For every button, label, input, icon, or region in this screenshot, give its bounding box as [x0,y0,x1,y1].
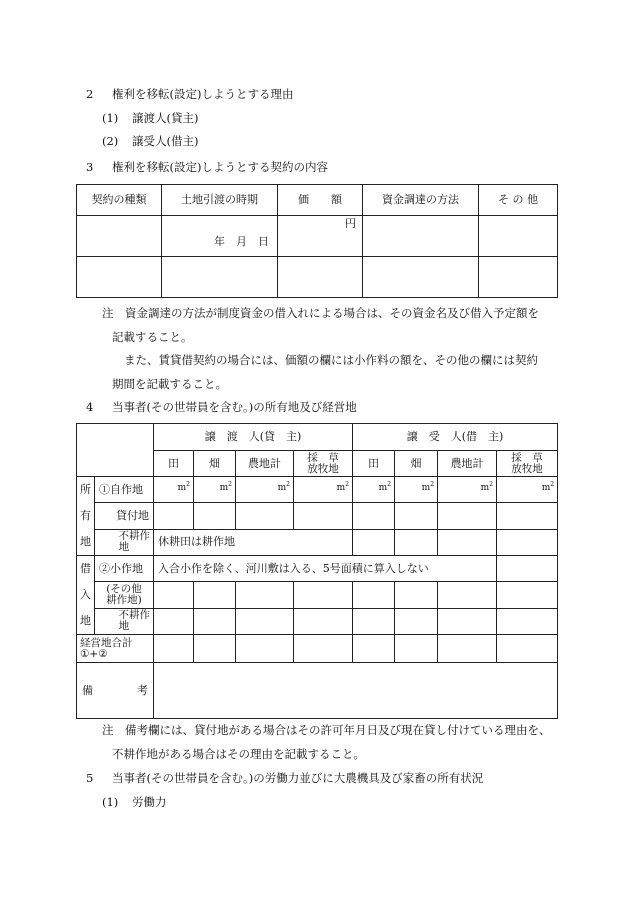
land-cell[interactable] [236,582,294,608]
land-cell[interactable] [438,503,497,529]
land-cell[interactable] [497,608,558,634]
section-3-note-1: 注 資金調達の方法が制度資金の借入れによる場合は、その資金名及び借入予定額を [102,306,539,320]
land-cell[interactable] [236,503,294,529]
section-3-note-2: 記載すること。 [112,330,193,344]
land-cell[interactable] [395,608,438,634]
land-cell[interactable] [497,582,558,608]
land-cell[interactable] [353,635,395,663]
land-cell[interactable] [154,582,194,608]
section-3-note-3: また、賃貸借契約の場合には、価額の欄には小作料の額を、その他の欄には契約 [124,353,538,367]
section-3-title: 3 権利を移転(設定)しようとする契約の内容 [86,160,328,174]
contract-header-handover: 土地引渡の時期 [162,185,278,216]
hdr-field: 畑 [194,451,236,477]
land-cell[interactable] [395,529,438,555]
unit-cell[interactable]: $m^2$ [236,477,294,503]
land-cell[interactable] [395,635,438,663]
row-group-borrowed: 借 入 地 [77,556,95,635]
hdr-field: 畑 [395,451,438,477]
section-5-item-1: (1) 労働力 [102,795,167,809]
hdr-pasture: 採 草 放牧地 [497,451,558,477]
contract-cell[interactable] [278,257,363,298]
row-other-farmed: (その他 耕作地) [95,582,154,608]
row-self-farmed: ①自作地 [95,477,154,503]
contract-cell[interactable] [479,257,558,298]
land-cell[interactable] [294,582,353,608]
land-cell[interactable] [294,635,353,663]
contract-table [76,184,558,298]
section-5-title: 5 当事者(その世帯員を含む。)の労働力並びに大農機具及び家畜の所有状況 [86,771,484,785]
contract-cell[interactable] [162,257,278,298]
land-cell[interactable] [497,529,558,555]
land-cell[interactable] [154,635,194,663]
unit-cell[interactable]: $m^2$ [294,477,353,503]
row-borrowed-fallow: 不耕作 地 [95,608,154,634]
contract-cell[interactable] [77,216,162,257]
land-cell[interactable] [294,608,353,634]
land-cell[interactable] [294,503,353,529]
unit-cell[interactable]: $m^2$ [395,477,438,503]
hdr-pasture: 採 草 放牧地 [294,451,353,477]
land-cell[interactable] [497,503,558,529]
contract-header-type: 契約の種類 [77,185,162,216]
land-cell[interactable] [438,635,497,663]
land-cell[interactable] [497,556,558,582]
section-4-note-2: 不耕作地がある場合はその理由を記載すること。 [112,747,365,761]
row-group-owned: 所 有 地 [77,477,95,556]
contract-header-other: そ の 他 [479,185,558,216]
contract-date-cell[interactable]: 年 月 日 [162,216,278,257]
contract-header-price: 価 額 [278,185,363,216]
remarks-label: 備 考 [77,663,154,719]
contract-price-cell[interactable]: 円 [278,216,363,257]
land-cell[interactable] [236,635,294,663]
note-tenant: 入合小作を除く、河川敷は入る、5号面積に算入しない [154,556,497,582]
unit-cell[interactable]: $m^2$ [497,477,558,503]
grp-transferor: 譲 渡 人(貸 主) [154,424,353,451]
land-cell[interactable] [236,608,294,634]
contract-cell[interactable] [479,216,558,257]
grp-transferee: 譲 受 人(借 主) [353,424,558,451]
hdr-rice: 田 [353,451,395,477]
remarks-field[interactable] [154,663,558,719]
land-cell[interactable] [353,582,395,608]
section-4-title: 4 当事者(その世帯員を含む。)の所有地及び経営地 [86,400,357,414]
row-managed-total: 経営地合計 ①+② [77,635,154,663]
land-cell[interactable] [194,503,236,529]
land-table [76,423,558,719]
contract-cell[interactable] [363,257,479,298]
contract-header-funding: 資金調達の方法 [363,185,479,216]
land-cell[interactable] [395,503,438,529]
row-lent: 貸付地 [95,503,154,529]
section-3-note-4: 期間を記載すること。 [112,377,227,391]
land-cell[interactable] [353,529,395,555]
contract-cell[interactable] [363,216,479,257]
hdr-rice: 田 [154,451,194,477]
land-corner [77,424,154,477]
section-2-item-2: (2) 譲受人(借主) [102,134,199,148]
unit-cell[interactable]: $m^2$ [154,477,194,503]
land-cell[interactable] [497,635,558,663]
contract-cell[interactable] [77,257,162,298]
land-cell[interactable] [438,529,497,555]
section-2-item-1: (1) 譲渡人(貸主) [102,111,199,125]
unit-cell[interactable]: $m^2$ [194,477,236,503]
land-cell[interactable] [395,582,438,608]
section-2-title: 2 権利を移転(設定)しようとする理由 [86,87,294,101]
hdr-farm-total: 農地計 [438,451,497,477]
hdr-farm-total: 農地計 [236,451,294,477]
land-cell[interactable] [194,582,236,608]
land-cell[interactable] [438,608,497,634]
land-cell[interactable] [353,608,395,634]
unit-cell[interactable]: $m^2$ [353,477,395,503]
note-fallow: 休耕田は耕作地 [154,529,353,555]
land-cell[interactable] [194,635,236,663]
row-owned-fallow: 不耕作 地 [95,529,154,555]
land-cell[interactable] [353,503,395,529]
land-cell[interactable] [194,608,236,634]
land-cell[interactable] [154,608,194,634]
unit-cell[interactable]: $m^2$ [438,477,497,503]
land-cell[interactable] [154,503,194,529]
row-tenant-farmed: ②小作地 [95,556,154,582]
land-cell[interactable] [438,582,497,608]
section-4-note-1: 注 備考欄には、貸付地がある場合はその許可年月日及び現在貸し付けている理由を、 [102,723,551,737]
